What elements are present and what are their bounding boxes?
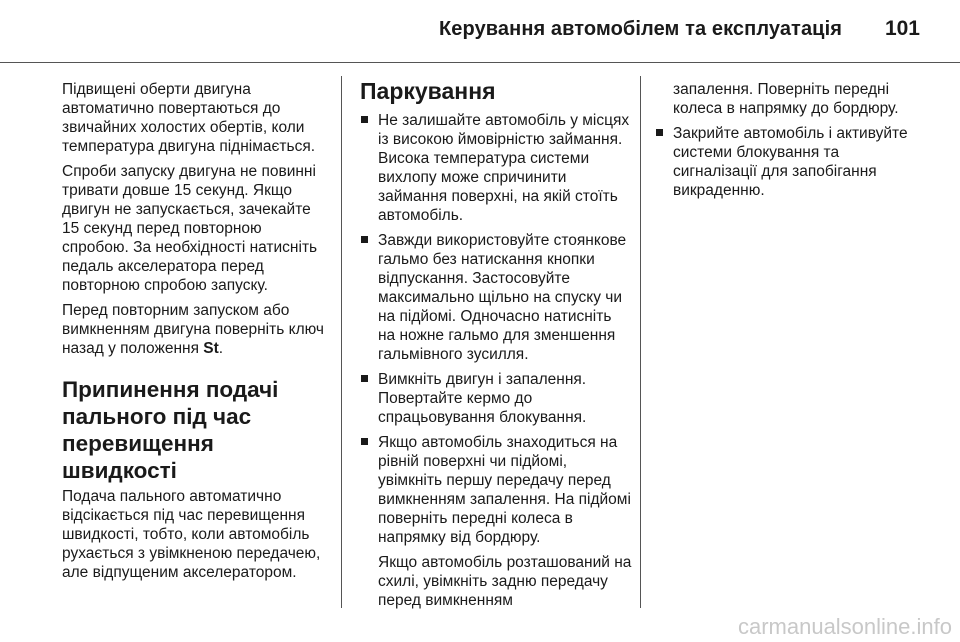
section-heading-parking: Паркування (360, 78, 496, 104)
list-item (655, 124, 925, 200)
column-divider-1 (341, 76, 342, 608)
bullet-mark (361, 116, 368, 123)
page-header (0, 0, 960, 60)
list-item-text: Вимкніть двигун і запалення. Повертайте кермо до спрацьовування блокування. (378, 371, 587, 426)
continued-paragraph: запалення. Поверніть передні колеса в напрямку до бордюру. (673, 81, 899, 117)
paragraph-idle-speed: Підвищені оберти двигуна автоматично повертаються до звичайних холостих обертів, коли температура двигуна піднімається. (62, 81, 316, 155)
page-number: 101 (884, 17, 920, 40)
column-divider-2 (640, 76, 641, 608)
bullet-mark (361, 236, 368, 243)
key-position-end: . (218, 340, 224, 357)
page-header-title: Керування автомобілем та експлуатація (438, 18, 842, 40)
list-item-subparagraph: Якщо автомобіль розташований на схилі, увімкніть задню передачу перед вимкненням (378, 554, 632, 609)
key-position-text: Перед повторним запуском або вимкненням двигуна поверніть ключ назад у положення (62, 302, 324, 357)
section-heading-fuel-cutoff: Припинення подачі пального під час перевищення швидкості (62, 377, 279, 483)
list-item-text: Завжди використовуйте стоянкове гальмо без натискання кнопки відпускання. Застосовуйте максимально щільно на спуску чи на підйомі. Одночасно натисніть на ножне гальмо для зменшення гальмівного зусилля. (378, 232, 627, 363)
bullet-mark (361, 438, 368, 445)
bullet-mark (361, 375, 368, 382)
list-item (360, 111, 632, 225)
column-3 (655, 80, 925, 206)
list-item (360, 231, 632, 364)
list-item (360, 433, 632, 547)
list-item-text: Закрийте автомобіль і активуйте системи блокування та сигналізації для запобігання викраденню. (673, 125, 908, 199)
paragraph-fuel-cutoff: Подача пального автоматично відсікається під час перевищення швидкості, тобто, коли автомобіль рухається з увімкненою передачею, але відпущеним акселератором. (62, 488, 321, 581)
list-item (360, 370, 632, 427)
column-2 (360, 78, 632, 616)
list-item-text: Не залишайте автомобіль у місцях із високою ймовірністю займання. Висока температура системи вихлопу може спричинити займання поверхні, на якій стоїть автомобіль. (378, 112, 630, 224)
key-position-label: St (203, 340, 219, 357)
paragraph-key-position (62, 301, 330, 358)
paragraph-start-attempts: Спроби запуску двигуна не повинні тривати довше 15 секунд. Якщо двигун не запускається, зачекайте 15 секунд перед повторною спробою. За необхідності натисніть педаль акселератора перед повторною спробою запуску. (62, 163, 318, 294)
bullet-mark (656, 129, 663, 136)
column-1 (62, 80, 330, 588)
header-rule (0, 62, 960, 63)
list-item-text: Якщо автомобіль знаходиться на рівній поверхні чи підйомі, увімкніть першу передачу перед вимкненням запалення. На підйомі поверніть передні колеса в напрямку від бордюру. (378, 434, 631, 546)
watermark: carmanualsonline.info (737, 614, 952, 639)
